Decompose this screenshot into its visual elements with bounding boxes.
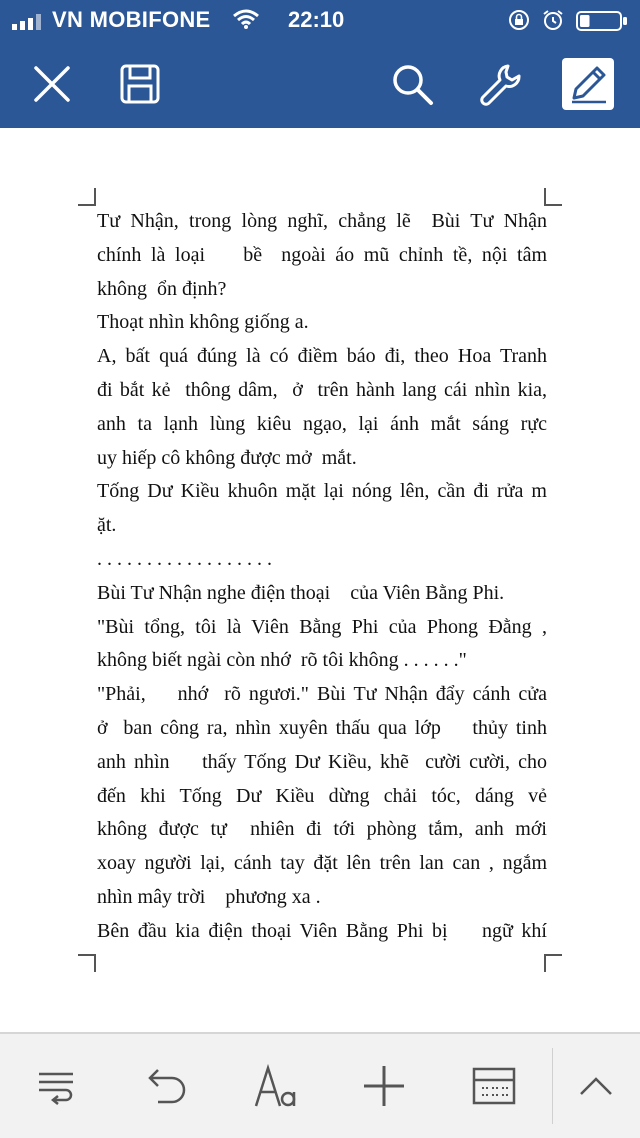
- top-toolbar: [0, 40, 640, 128]
- expand-ribbon-button[interactable]: [556, 1034, 636, 1138]
- text-wrap-button[interactable]: [16, 1034, 96, 1138]
- document-line: Bùi Tư Nhận nghe điện thoại của Viên Bằng Phi.: [97, 581, 505, 604]
- document-line: xoay người lại, cánh tay đặt lên trên lan can , ngắm: [97, 852, 547, 875]
- battery-icon: [576, 11, 628, 31]
- wifi-icon: [232, 8, 260, 30]
- chevron-up-icon: [578, 1074, 614, 1098]
- crop-mark-bottom-right: [544, 954, 562, 972]
- close-button[interactable]: [20, 40, 84, 128]
- wrench-icon: [478, 62, 522, 106]
- status-bar: [0, 0, 640, 40]
- document-line: uy hiếp cô không được mở mắt.: [97, 446, 357, 469]
- document-line: A, bất quá đúng là có điềm báo đi, theo Hoa Tranh: [97, 345, 547, 368]
- bottom-toolbar: [0, 1032, 640, 1138]
- save-button[interactable]: [108, 40, 172, 128]
- carrier-name: VN MOBIFONE: [52, 7, 211, 32]
- crop-mark-bottom-left: [78, 954, 96, 972]
- text-wrap-icon: [36, 1066, 76, 1106]
- crop-mark-top-right: [544, 188, 562, 206]
- undo-button[interactable]: [126, 1034, 206, 1138]
- rotation-lock-icon: [508, 9, 530, 31]
- document-line: Tư Nhận, trong lòng nghĩ, chẳng lẽ Bùi Tư Nhận: [97, 210, 547, 232]
- table-icon: [472, 1066, 516, 1106]
- document-line: chính là loại bề ngoài áo mũ chỉnh tề, nội tâm: [97, 243, 547, 266]
- insert-plus-icon: [362, 1064, 406, 1108]
- document-line: ặt.: [97, 514, 117, 537]
- insert-button[interactable]: [344, 1034, 424, 1138]
- document-page[interactable]: [0, 128, 640, 1032]
- document-line: không được tự nhiên đi tới phòng tắm, anh mới: [97, 818, 547, 841]
- close-icon: [32, 64, 72, 104]
- status-time: 22:10: [288, 7, 345, 32]
- table-button[interactable]: [454, 1034, 534, 1138]
- save-icon: [119, 63, 161, 105]
- document-line: không ổn định?: [97, 277, 227, 300]
- document-line: đến khi Tống Dư Kiều dừng chải tóc, dáng vẻ: [97, 784, 547, 807]
- document-line: nhìn mây trời phương xa .: [97, 885, 321, 908]
- document-line: anh ta lạnh lùng kiêu ngạo, lại ánh mắt sáng rực: [97, 412, 547, 435]
- document-line: đi bắt kẻ thông dâm, ở trên hành lang cái nhìn kia,: [97, 378, 547, 401]
- edit-button[interactable]: [562, 58, 614, 110]
- font-format-button[interactable]: [236, 1034, 316, 1138]
- document-line: ở ban công ra, nhìn xuyên thấu qua lớp thủy tinh: [97, 716, 547, 739]
- signal-strength-icon: [12, 12, 52, 30]
- crop-mark-top-left: [78, 188, 96, 206]
- alarm-icon: [542, 9, 564, 31]
- pencil-icon: [566, 62, 610, 106]
- document-line: không biết ngài còn nhớ rõ tôi không . . . . . .": [97, 649, 467, 672]
- document-line: Bên đầu kia điện thoại Viên Bằng Phi bị ngữ khí: [97, 919, 547, 942]
- search-button[interactable]: [380, 40, 444, 128]
- toolbar-divider: [552, 1048, 553, 1124]
- document-line: Tống Dư Kiều khuôn mặt lại nóng lên, cần đi rửa m: [97, 480, 547, 503]
- document-line: "Bùi tổng, tôi là Viên Bằng Phi của Phong Đằng ,: [97, 615, 547, 638]
- document-line: "Phải, nhớ rõ ngươi." Bùi Tư Nhận đẩy cánh cửa: [97, 683, 547, 706]
- font-format-icon: [252, 1062, 300, 1110]
- document-body[interactable]: [97, 205, 547, 949]
- document-line: . . . . . . . . . . . . . . . . . .: [97, 547, 272, 570]
- tools-button[interactable]: [468, 40, 532, 128]
- document-line: Thoạt nhìn không giống a.: [97, 311, 309, 334]
- document-line: anh nhìn thấy Tống Dư Kiều, khẽ cười cười, cho: [97, 750, 547, 773]
- search-icon: [390, 62, 434, 106]
- undo-icon: [144, 1064, 188, 1108]
